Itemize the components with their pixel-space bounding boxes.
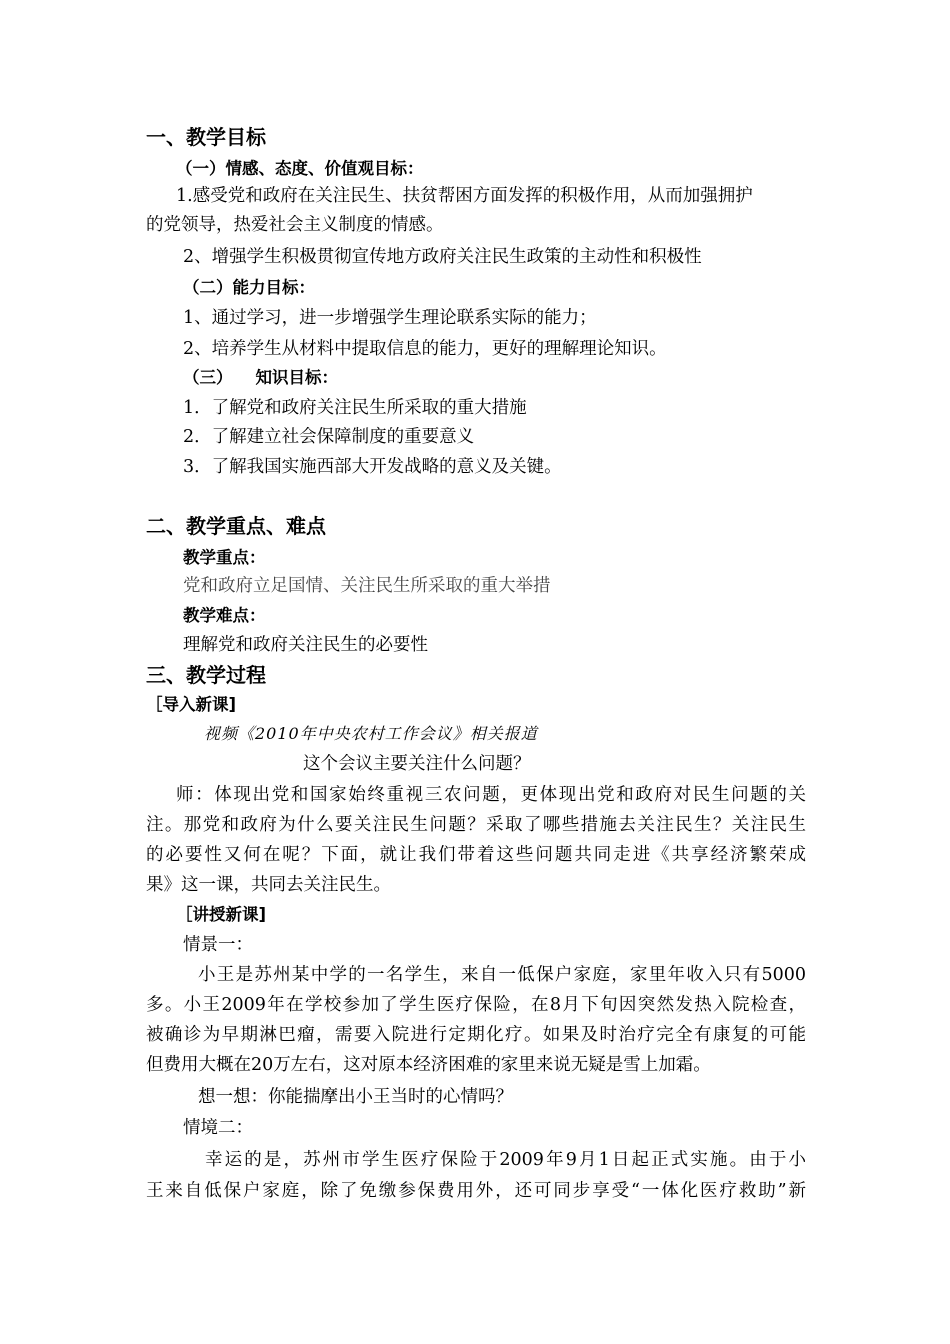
scene-1-line-1: 小王是苏州某中学的一名学生，来自一低保户家庭，家里年收入只有5000	[198, 965, 806, 985]
section-3-title: 三、教学过程	[146, 663, 266, 687]
teacher-paragraph-line-4: 果》这一课，共同去关注民生。	[146, 875, 391, 895]
goal-2-1: 1、通过学习，进一步增强学生理论联系实际的能力；	[183, 308, 597, 328]
key-point-text: 党和政府立足国情、关注民生所采取的重大举措	[183, 576, 551, 596]
goal-3-2: 2．了解建立社会保障制度的重要意义	[183, 427, 475, 447]
goal-1-1-line-2: 的党领导，热爱社会主义制度的情感。	[146, 215, 444, 235]
think-question: 想一想：你能揣摩出小王当时的心情吗？	[198, 1087, 513, 1107]
scene-2-line-2: 王来自低保户家庭，除了免缴参保费用外，还可同步享受“一体化医疗救助”新	[146, 1181, 806, 1201]
goal-3-1: 1．了解党和政府关注民生所采取的重大措施	[183, 398, 527, 418]
scene-1-label: 情景一：	[183, 935, 253, 955]
goal-1-2: 2、增强学生积极贯彻宣传地方政府关注民生政策的主动性和积极性	[183, 247, 702, 267]
video-line: 视频《2010年中央农村工作会议》相关报道	[204, 724, 538, 743]
subsection-1-heading: （一）情感、态度、价值观目标：	[176, 159, 424, 178]
intro-label: ［导入新课]	[146, 695, 237, 714]
scene-1-line-2: 多。小王2009年在学校参加了学生医疗保险，在8月下旬因突然发热入院检查，	[146, 995, 806, 1015]
scene-1-line-3: 被确诊为早期淋巴瘤，需要入院进行定期化疗。如果及时治疗完全有康复的可能	[146, 1025, 806, 1045]
section-1-title: 一、教学目标	[146, 125, 266, 149]
scene-2-line-1: 幸运的是，苏州市学生医疗保险于2009年9月1日起正式实施。由于小	[205, 1150, 806, 1170]
subsection-2-heading: （二）能力目标：	[183, 278, 315, 297]
scene-2-label: 情境二：	[183, 1118, 253, 1138]
difficulty-label: 教学难点：	[183, 606, 266, 625]
goal-3-3: 3．了解我国实施西部大开发战略的意义及关键。	[183, 457, 562, 477]
difficulty-text: 理解党和政府关注民生的必要性	[183, 635, 428, 655]
key-point-label: 教学重点：	[183, 548, 266, 567]
subsection-3-heading: （三） 知识目标：	[183, 368, 338, 387]
teacher-paragraph-line-1: 师：体现出党和国家始终重视三农问题，更体现出党和政府对民生问题的关	[176, 785, 806, 805]
question-line: 这个会议主要关注什么问题？	[303, 754, 531, 774]
goal-1-1-line-1: 1.感受党和政府在关注民生、扶贫帮困方面发挥的积极作用，从而加强拥护	[176, 186, 753, 206]
lecture-label: ［讲授新课]	[176, 905, 267, 924]
section-2-title: 二、教学重点、难点	[146, 514, 326, 538]
teacher-paragraph-line-3: 的必要性又何在呢？下面，就让我们带着这些问题共同走进《共享经济繁荣成	[146, 845, 806, 865]
goal-2-2: 2、培养学生从材料中提取信息的能力，更好的理解理论知识。	[183, 339, 667, 359]
teacher-paragraph-line-2: 注。那党和政府为什么要关注民生问题？采取了哪些措施去关注民生？关注民生	[146, 815, 806, 835]
scene-1-line-4: 但费用大概在20万左右，这对原本经济困难的家里来说无疑是雪上加霜。	[146, 1055, 711, 1075]
